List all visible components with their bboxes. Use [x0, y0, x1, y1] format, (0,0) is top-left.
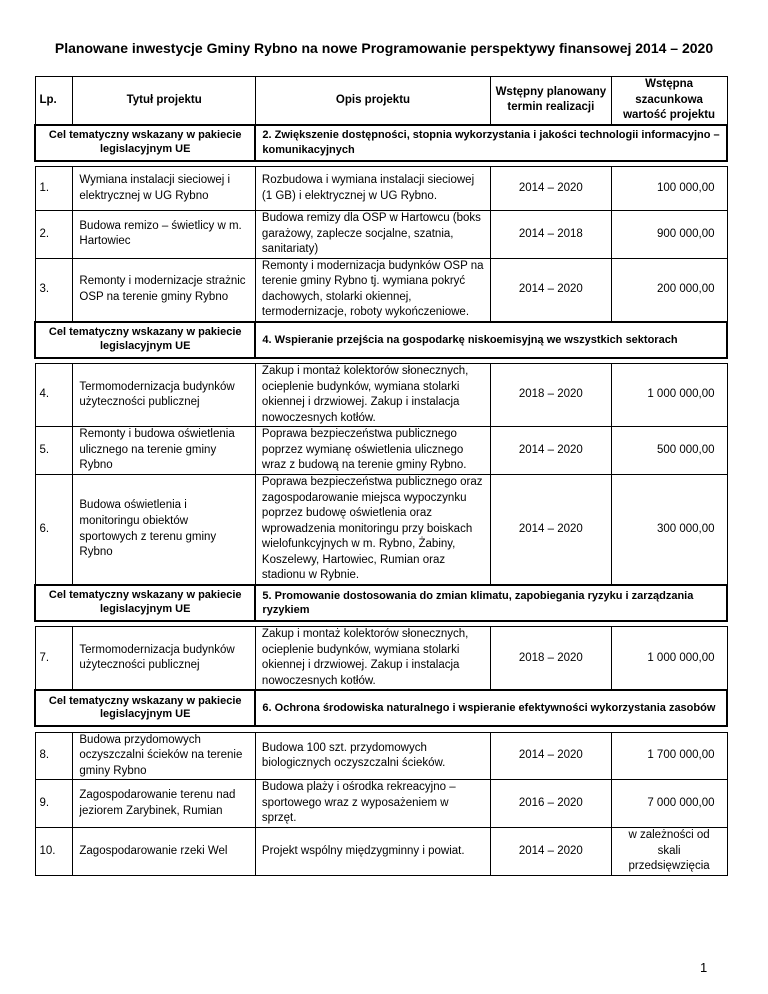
- row-title: Budowa oświetlenia i monitoringu obiektów sportowych z terenu gminy Rybno: [73, 475, 256, 585]
- cel-row: [35, 690, 727, 726]
- row-value: 1 700 000,00: [611, 732, 727, 780]
- row-desc: Poprawa bezpieczeństwa publicznego poprzez wymianę oświetlenia ulicznego wraz z budową na terenie gminy Rybno.: [255, 427, 490, 475]
- cel-row: [35, 125, 727, 161]
- cel-label: Cel tematyczny wskazany w pakiecie legislacyjnym UE: [35, 322, 255, 358]
- row-title: Zagospodarowanie terenu nad jeziorem Zarybinek, Rumian: [73, 780, 256, 828]
- table-row: [35, 364, 727, 427]
- row-lp: 8.: [35, 732, 73, 780]
- row-term: 2014 – 2020: [491, 427, 612, 475]
- row-lp: 6.: [35, 475, 73, 585]
- row-value: 1 000 000,00: [611, 627, 727, 691]
- row-value: 300 000,00: [611, 475, 727, 585]
- table-row: [35, 732, 727, 780]
- row-lp: 1.: [35, 167, 73, 211]
- row-desc: Zakup i montaż kolektorów słonecznych, ocieplenie budynków, wymiana stolarki okiennej i drzwiowej. Zakup i instalacja nowoczesnych kotłów.: [255, 627, 490, 691]
- row-desc: Budowa 100 szt. przydomowych biologicznych oczyszczalni ścieków.: [255, 732, 490, 780]
- table-row: [35, 627, 727, 691]
- table-row: [35, 211, 727, 259]
- table-row: [35, 258, 727, 322]
- cel-label: Cel tematyczny wskazany w pakiecie legislacyjnym UE: [35, 585, 255, 621]
- table-body: [35, 125, 727, 875]
- header-desc: Opis projektu: [255, 77, 490, 125]
- header-title: Tytuł projektu: [73, 77, 256, 125]
- row-lp: 9.: [35, 780, 73, 828]
- header-term: Wstępny planowany termin realizacji: [491, 77, 612, 125]
- row-desc: Rozbudowa i wymiana instalacji sieciowej (1 GB) i elektrycznej w UG Rybno.: [255, 167, 490, 211]
- row-term: 2014 – 2020: [491, 167, 612, 211]
- row-lp: 10.: [35, 827, 73, 875]
- row-term: 2014 – 2020: [491, 827, 612, 875]
- row-title: Wymiana instalacji sieciowej i elektrycznej w UG Rybno: [73, 167, 256, 211]
- row-title: Budowa remizo – świetlicy w m. Hartowiec: [73, 211, 256, 259]
- row-term: 2018 – 2020: [491, 364, 612, 427]
- table-row: [35, 167, 727, 211]
- investments-table: [34, 76, 728, 876]
- cel-text: 5. Promowanie dostosowania do zmian klimatu, zapobiegania ryzyku i zarządzania ryzykiem: [255, 585, 727, 621]
- row-value: 1 000 000,00: [611, 364, 727, 427]
- cel-text: 6. Ochrona środowiska naturalnego i wspieranie efektywności wykorzystania zasobów: [255, 690, 727, 726]
- row-lp: 5.: [35, 427, 73, 475]
- table-row: [35, 827, 727, 875]
- cel-text: 2. Zwiększenie dostępności, stopnia wykorzystania i jakości technologii informacyjno – komunikacyjnych: [255, 125, 727, 161]
- table-header-row: [35, 77, 727, 125]
- row-desc: Projekt wspólny międzygminny i powiat.: [255, 827, 490, 875]
- row-lp: 2.: [35, 211, 73, 259]
- row-title: Zagospodarowanie rzeki Wel: [73, 827, 256, 875]
- row-term: 2014 – 2020: [491, 475, 612, 585]
- row-title: Remonty i modernizacje strażnic OSP na terenie gminy Rybno: [73, 258, 256, 322]
- row-title: Termomodernizacja budynków użyteczności publicznej: [73, 364, 256, 427]
- row-title: Remonty i budowa oświetlenia ulicznego na terenie gminy Rybno: [73, 427, 256, 475]
- row-value: 100 000,00: [611, 167, 727, 211]
- row-term: 2014 – 2018: [491, 211, 612, 259]
- row-title: Budowa przydomowych oczyszczalni ścieków na terenie gminy Rybno: [73, 732, 256, 780]
- row-value: w zależności od skali przedsięwzięcia: [611, 827, 727, 875]
- row-value: 7 000 000,00: [611, 780, 727, 828]
- row-desc: Budowa remizy dla OSP w Hartowcu (boks garażowy, zaplecze socjalne, szatnia, sanitariaty): [255, 211, 490, 259]
- cel-label: Cel tematyczny wskazany w pakiecie legislacyjnym UE: [35, 690, 255, 726]
- row-value: 900 000,00: [611, 211, 727, 259]
- header-value: Wstępna szacunkowa wartość projektu: [611, 77, 727, 125]
- row-term: 2014 – 2020: [491, 258, 612, 322]
- page-number: 1: [700, 960, 708, 975]
- row-term: 2018 – 2020: [491, 627, 612, 691]
- row-desc: Budowa plaży i ośrodka rekreacyjno – sportowego wraz z wyposażeniem w sprzęt.: [255, 780, 490, 828]
- table-row: [35, 427, 727, 475]
- row-value: 500 000,00: [611, 427, 727, 475]
- row-lp: 3.: [35, 258, 73, 322]
- table-row: [35, 780, 727, 828]
- row-title: Termomodernizacja budynków użyteczności publicznej: [73, 627, 256, 691]
- table-row: [35, 475, 727, 585]
- header-lp: Lp.: [35, 77, 73, 125]
- row-term: 2014 – 2020: [491, 732, 612, 780]
- cel-text: 4. Wspieranie przejścia na gospodarkę niskoemisyjną we wszystkich sektorach: [255, 322, 727, 358]
- row-value: 200 000,00: [611, 258, 727, 322]
- row-term: 2016 – 2020: [491, 780, 612, 828]
- cel-row: [35, 585, 727, 621]
- cel-label: Cel tematyczny wskazany w pakiecie legislacyjnym UE: [35, 125, 255, 161]
- row-lp: 4.: [35, 364, 73, 427]
- page-title: Planowane inwestycje Gminy Rybno na nowe Programowanie perspektywy finansowej 2014 – 2020: [54, 40, 714, 56]
- row-desc: Poprawa bezpieczeństwa publicznego oraz zagospodarowanie miejsca wypoczynku poprzez budowę oświetlenia oraz wprowadzenia monitoringu przy boiskach wielofunkcyjnych w m. Rybno, Żabiny, Koszelewy, Hartowiec, Rumian oraz stadionu w Rybnie.: [255, 475, 490, 585]
- cel-row: [35, 322, 727, 358]
- row-desc: Zakup i montaż kolektorów słonecznych, ocieplenie budynków, wymiana stolarki okiennej i drzwiowej. Zakup i instalacja nowoczesnych kotłów.: [255, 364, 490, 427]
- row-lp: 7.: [35, 627, 73, 691]
- row-desc: Remonty i modernizacja budynków OSP na terenie gminy Rybno tj. wymiana pokryć dachowych, stolarki okiennej, termodernizacje, roboty wykończeniowe.: [255, 258, 490, 322]
